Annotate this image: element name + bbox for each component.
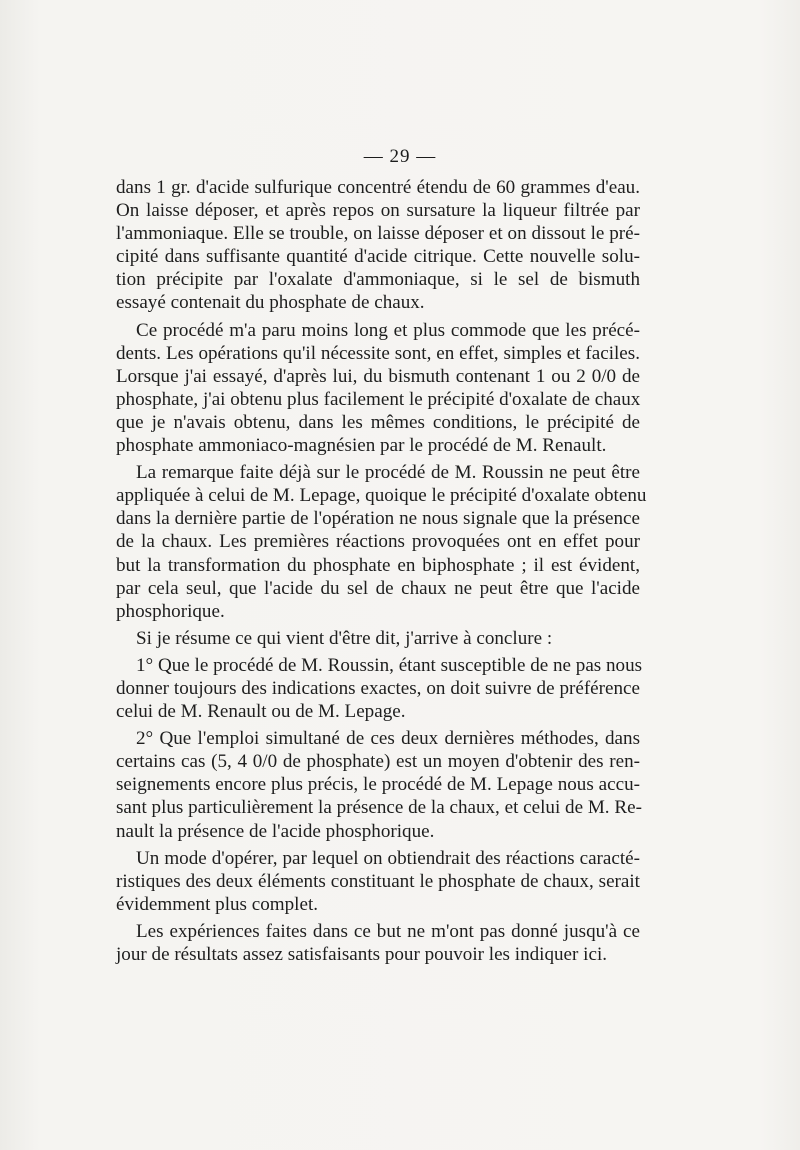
text-line: phosphate ammoniaco-magnésien par le procédé de M. Renault. [116, 435, 607, 457]
text-line: essayé contenait du phosphate de chaux. [116, 292, 425, 314]
text-line: de la chaux. Les premières réactions provoquées ont en effet pour [116, 531, 640, 553]
text-line: seignements encore plus précis, le procédé de M. Lepage nous accu- [116, 774, 640, 796]
text-line: Lorsque j'ai essayé, d'après lui, du bismuth contenant 1 ou 2 0/0 de [116, 365, 640, 387]
paragraph [116, 627, 640, 650]
text-line: dans la dernière partie de l'opération ne nous signale que la présence [116, 508, 640, 530]
text-line: sant plus particulièrement la présence de la chaux, et celui de M. Re- [116, 797, 642, 819]
text-line: Ce procédé m'a paru moins long et plus commode que les précé- [136, 319, 640, 341]
text-line: ristiques des deux éléments constituant le phosphate de chaux, serait [116, 870, 640, 892]
text-line: Si je résume ce qui vient d'être dit, j'arrive à conclure : [136, 627, 553, 649]
text-line: 1° Que le procédé de M. Roussin, étant susceptible de ne pas nous [136, 654, 643, 676]
paragraph [116, 319, 640, 458]
text-line: but la transformation du phosphate en biphosphate ; il est évident, [116, 554, 640, 576]
paragraph [116, 727, 640, 842]
text-line: phosphorique. [116, 600, 225, 622]
text-line: tion précipite par l'oxalate d'ammoniaque, si le sel de bismuth [116, 269, 640, 291]
text-line: jour de résultats assez satisfaisants pour pouvoir les indiquer ici. [116, 944, 608, 965]
text-line: donner toujours des indications exactes, on doit suivre de préférence [116, 677, 640, 699]
text-line: par cela seul, que l'acide du sel de chaux ne peut être que l'acide [116, 577, 640, 599]
text-line: Les expériences faites dans ce but ne m'ont pas donné jusqu'à ce [136, 920, 640, 942]
text-line: évidemment plus complet. [116, 893, 319, 915]
text-line: dents. Les opérations qu'il nécessite sont, en effet, simples et faciles. [116, 342, 640, 364]
paragraph [116, 847, 640, 916]
text-line: 2° Que l'emploi simultané de ces deux dernières méthodes, dans [136, 728, 640, 750]
text-line: On laisse déposer, et après repos on sursature la liqueur filtrée par [116, 200, 640, 222]
paragraph [116, 920, 640, 966]
text-line: La remarque faite déjà sur le procédé de M. Roussin ne peut être [136, 462, 640, 484]
text-line: nault la présence de l'acide phosphorique. [116, 820, 435, 842]
text-line: Un mode d'opérer, par lequel on obtiendrait des réactions caracté- [136, 847, 640, 869]
text-line: certains cas (5, 4 0/0 de phosphate) est un moyen d'obtenir des ren- [116, 751, 640, 773]
text-line: que je n'avais obtenu, dans les mêmes conditions, le précipité de [116, 411, 640, 433]
text-line: appliquée à celui de M. Lepage, quoique le précipité d'oxalate obtenu [116, 485, 647, 507]
text-line: celui de M. Renault ou de M. Lepage. [116, 701, 406, 723]
paragraph [116, 176, 640, 315]
page-number: — 29 — [363, 146, 437, 167]
text-line: dans 1 gr. d'acide sulfurique concentré étendu de 60 grammes d'eau. [116, 177, 640, 198]
paragraph [116, 654, 643, 723]
body-text [116, 176, 647, 966]
text-line: l'ammoniaque. Elle se trouble, on laisse déposer et on dissout le pré- [116, 223, 640, 245]
paragraph [116, 461, 647, 623]
text-line: phosphate, j'ai obtenu plus facilement le précipité d'oxalate de chaux [116, 388, 641, 410]
text-line: cipité dans suffisante quantité d'acide citrique. Cette nouvelle solu- [116, 246, 640, 268]
